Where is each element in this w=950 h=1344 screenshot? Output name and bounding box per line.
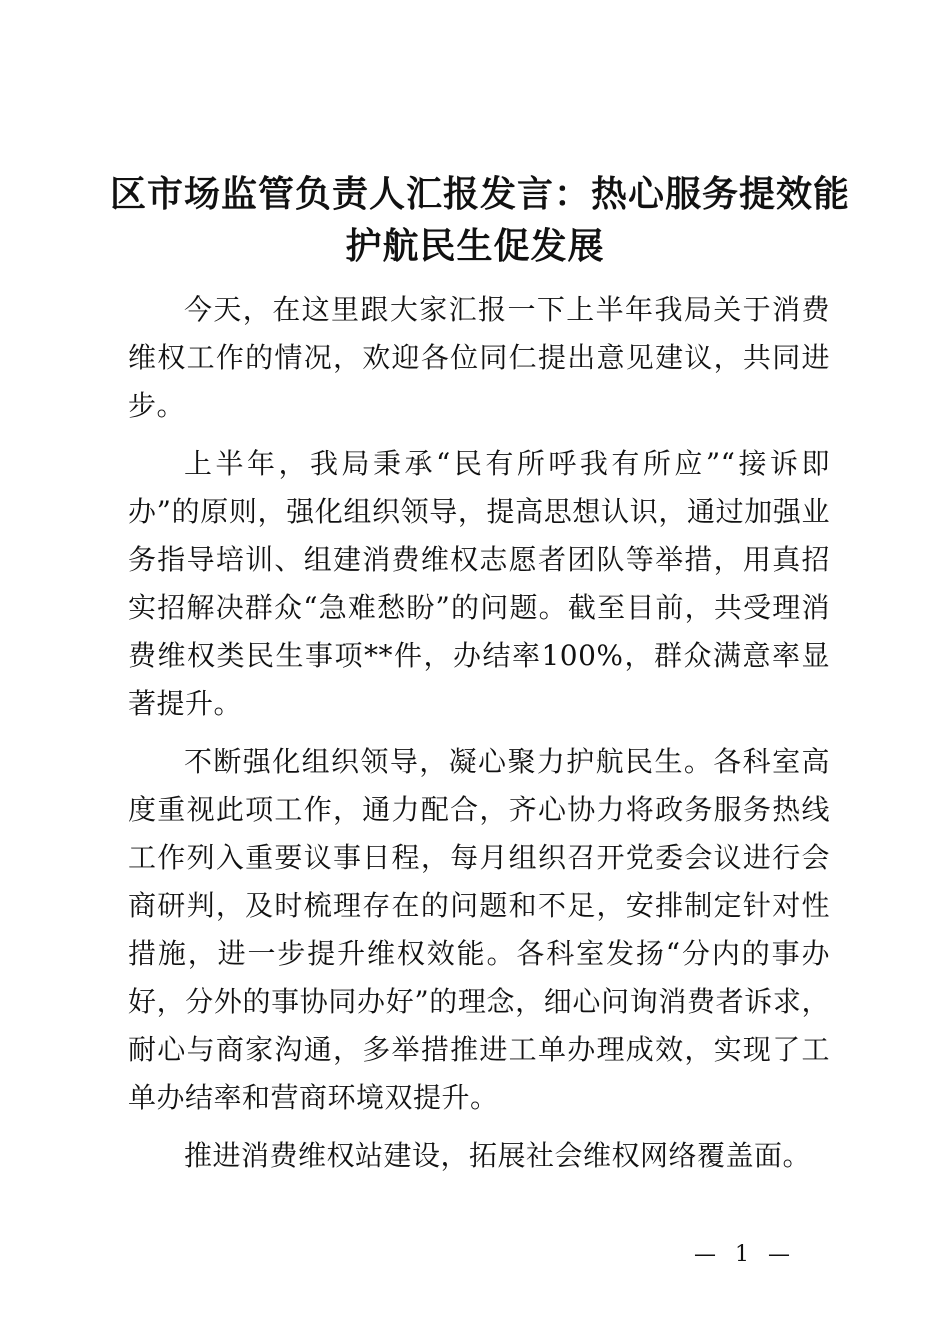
title-line-1: 区市场监管负责人汇报发言：热心服务提效能 bbox=[110, 173, 851, 215]
document-body bbox=[128, 286, 830, 1190]
paragraph-leadership: 不断强化组织领导，凝心聚力护航民生。各科室高度重视此项工作，通力配合，齐心协力将政务服务热线工作列入重要议事日程，每月组织召开党委会议进行会商研判，及时梳理存在的问题和不足，安排制定针对性措施，进一步提升维权效能。各科室发扬“分内的事办好，分外的事协同办好”的理念，细心问询消费者诉求，耐心与商家沟通，多举措推进工单办理成效，实现了工单办结率和营商环境双提升。 bbox=[128, 745, 830, 1114]
paragraph-intro: 今天，在这里跟大家汇报一下上半年我局关于消费维权工作的情况，欢迎各位同仁提出意见建议，共同进步。 bbox=[128, 293, 830, 422]
paragraph-summary: 上半年，我局秉承“民有所呼我有所应”“接诉即办”的原则，强化组织领导，提高思想认识，通过加强业务指导培训、组建消费维权志愿者团队等举措，用真招实招解决群众“急难愁盼”的问题。截至目前，共受理消费维权类民生事项**件，办结率100%，群众满意率显著提升。 bbox=[128, 447, 830, 720]
page-title bbox=[110, 168, 851, 272]
paragraph-station: 推进消费维权站建设，拓展社会维权网络覆盖面。 bbox=[184, 1139, 812, 1172]
page-number: — 1 — bbox=[694, 1242, 796, 1267]
title-line-2: 护航民生促发展 bbox=[345, 225, 605, 267]
